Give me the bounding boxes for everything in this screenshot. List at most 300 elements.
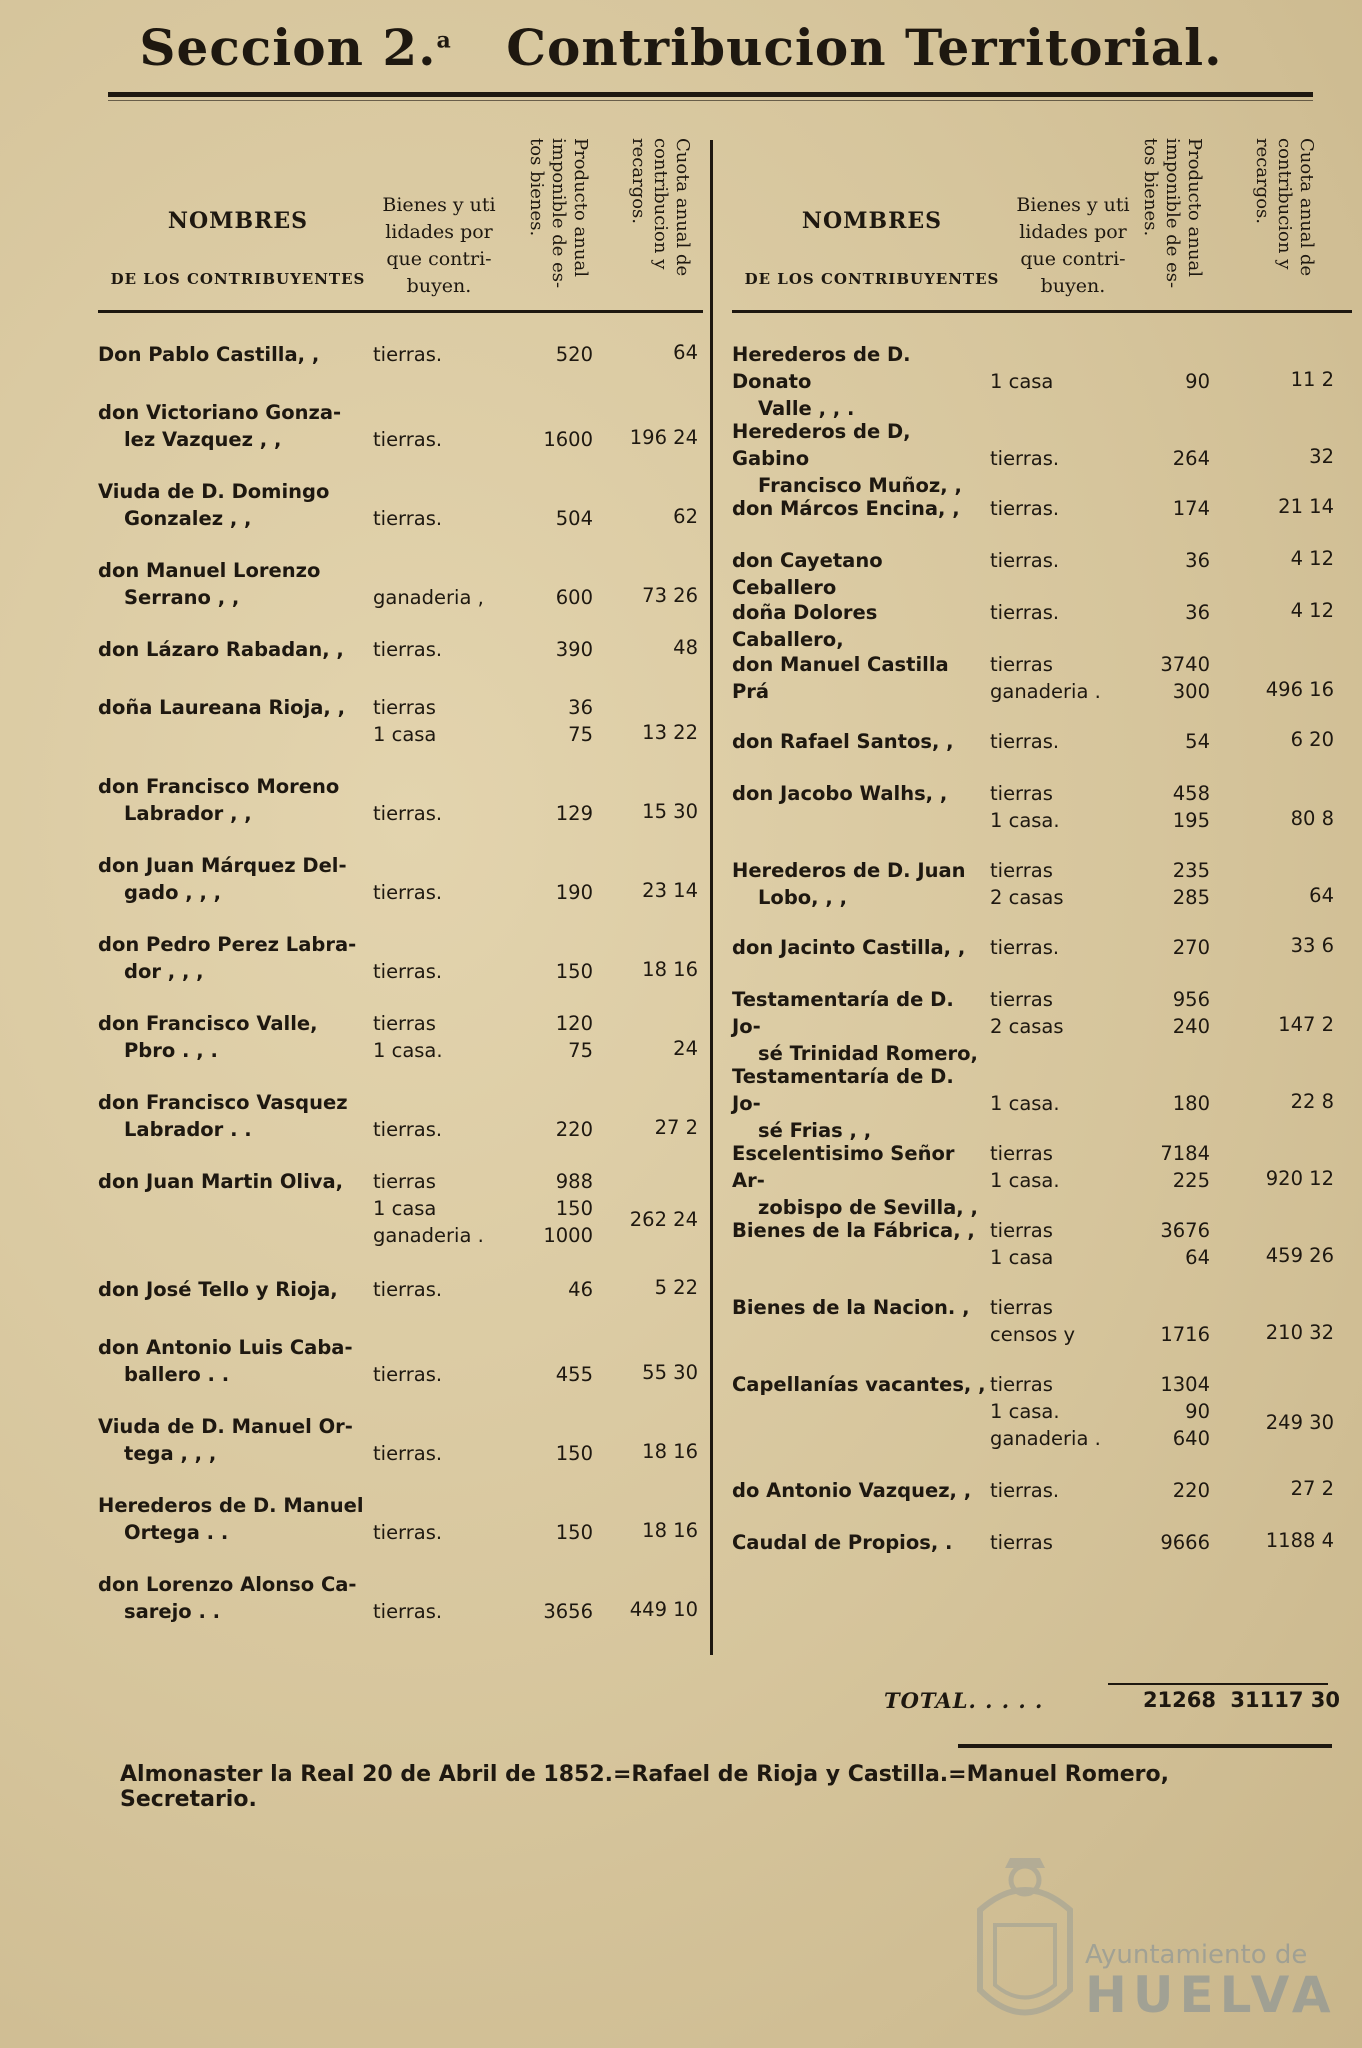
- cuota-value: 73 26: [642, 583, 698, 607]
- header-cuota: Cuota anual de contribucion y recargos.: [628, 138, 693, 277]
- producto-values: [493, 879, 593, 906]
- producto-values: [1102, 728, 1210, 755]
- producto-value: 235: [1172, 859, 1210, 882]
- producto-values: [493, 584, 593, 611]
- cuota-value: 11 2: [1290, 367, 1334, 391]
- producto-values: [1102, 651, 1210, 705]
- contributor-name: [98, 1168, 373, 1195]
- property-items: [373, 879, 493, 906]
- property-item: tierras.: [373, 638, 443, 661]
- producto-values: [493, 426, 593, 453]
- name-line: don Manuel Lorenzo: [98, 559, 321, 582]
- contributor-name: [732, 1371, 987, 1398]
- table-row: [98, 1571, 703, 1650]
- producto-values: [493, 1116, 593, 1143]
- property-item: ganaderia .: [373, 1224, 484, 1247]
- name-line: Labrador , ,: [124, 802, 252, 825]
- name-line: sé Frias , ,: [758, 1119, 872, 1142]
- property-item: tierras: [990, 1219, 1053, 1242]
- cuota-value: 13 22: [642, 720, 698, 744]
- cuota-value: 496 16: [1265, 677, 1334, 701]
- producto-value: 1000: [543, 1224, 593, 1247]
- header-contribuyentes: DE LOS CONTRIBUYENTES: [110, 270, 366, 288]
- cuota-value: 18 16: [642, 957, 698, 981]
- property-items: [373, 1116, 493, 1143]
- property-items: [373, 1598, 493, 1625]
- name-line: Viuda de D. Domingo: [98, 480, 330, 503]
- property-item: tierras: [990, 1142, 1053, 1165]
- producto-value: 504: [555, 507, 593, 530]
- producto-values: [1102, 1321, 1210, 1348]
- watermark-logo: Ayuntamiento de HUELVA: [1085, 1940, 1337, 2024]
- name-line: don Victoriano Gonza-: [98, 401, 342, 424]
- name-line: doña Laureana Rioja, ,: [98, 696, 346, 719]
- page-title: [0, 18, 1362, 77]
- table-row: [732, 986, 1352, 1063]
- property-items: [373, 958, 493, 985]
- property-item: 2 casas: [990, 1015, 1064, 1038]
- table-row: [732, 599, 1352, 651]
- cuota-value: 55 30: [642, 1360, 698, 1384]
- left-column: [98, 120, 703, 1650]
- header-cuota: Cuota anual de contribucion y recargos.: [1252, 138, 1317, 277]
- property-item: 1 casa.: [990, 1400, 1060, 1423]
- producto-values: [1102, 368, 1210, 395]
- property-item: tierras.: [373, 960, 443, 983]
- name-line: don Juan Martin Oliva,: [98, 1170, 344, 1193]
- producto-value: 36: [1185, 549, 1210, 572]
- cuota-value: 22 8: [1290, 1089, 1334, 1113]
- producto-value: 75: [568, 1039, 593, 1062]
- name-line: gado , , ,: [124, 881, 222, 904]
- producto-value: 520: [555, 343, 593, 366]
- producto-value: 1304: [1160, 1373, 1210, 1396]
- name-line: don Juan Márquez Del-: [98, 854, 347, 877]
- total-label: TOTAL. . . . .: [884, 1688, 1044, 1713]
- property-items: [373, 694, 493, 748]
- contributor-name: [732, 986, 987, 1067]
- cuota-value: 147 2: [1278, 1012, 1334, 1036]
- contributor-name: [98, 1276, 373, 1303]
- name-line: don Jacobo Walhs, ,: [732, 782, 948, 805]
- producto-values: [1102, 1477, 1210, 1504]
- producto-value: 190: [555, 881, 593, 904]
- cuota-value: 33 6: [1290, 934, 1334, 957]
- contributor-name: [98, 557, 373, 611]
- cuota-value: 64: [673, 341, 698, 364]
- property-item: tierras.: [373, 1442, 443, 1465]
- property-item: tierras.: [990, 1479, 1060, 1502]
- property-item: tierras: [990, 859, 1053, 882]
- header-nombres: NOMBRES: [167, 208, 309, 234]
- producto-values: [1102, 1371, 1210, 1452]
- contributor-name: [98, 478, 373, 532]
- producto-value: 195: [1172, 809, 1210, 832]
- name-line: don Pedro Perez Labra-: [98, 933, 357, 956]
- producto-values: [1102, 780, 1210, 834]
- cuota-value: 249 30: [1265, 1411, 1334, 1434]
- property-items: [990, 599, 1102, 626]
- property-item: 1 casa.: [990, 1092, 1060, 1115]
- property-item: tierras.: [373, 881, 443, 904]
- name-line: do Antonio Vazquez, ,: [732, 1479, 972, 1502]
- producto-value: 1600: [543, 428, 593, 451]
- contributor-name: [98, 852, 373, 906]
- table-row: [732, 547, 1352, 599]
- table-row: [732, 1529, 1352, 1581]
- header-producto: Producto anual imponible de es- tos bienes.: [1140, 138, 1205, 289]
- name-line: don Francisco Vasquez: [98, 1091, 348, 1114]
- cuota-value: 1188 4: [1265, 1529, 1334, 1552]
- cuota-value: 62: [673, 504, 698, 528]
- property-items: [990, 728, 1102, 755]
- property-items: [990, 857, 1102, 911]
- table-row: [98, 399, 703, 478]
- property-item: 1 casa: [373, 1197, 437, 1220]
- table-row: [732, 341, 1352, 418]
- contributor-name: [732, 1140, 987, 1221]
- producto-value: 120: [555, 1012, 593, 1035]
- property-item: tierras: [990, 1373, 1053, 1396]
- cuota-value: 262 24: [629, 1208, 698, 1231]
- producto-value: 225: [1172, 1169, 1210, 1192]
- property-item: 1 casa: [990, 1246, 1054, 1269]
- property-item: 1 casa.: [990, 809, 1060, 832]
- name-line: Viuda de D. Manuel Or-: [98, 1415, 353, 1438]
- property-item: tierras.: [373, 1278, 443, 1301]
- table-row: [98, 1413, 703, 1492]
- cuota-value: 18 16: [642, 1518, 698, 1542]
- table-row: [98, 1276, 703, 1334]
- property-items: [990, 495, 1102, 522]
- property-item: tierras.: [990, 497, 1060, 520]
- name-line: sarejo . .: [124, 1600, 221, 1623]
- property-items: [990, 1140, 1102, 1194]
- producto-value: 3656: [543, 1600, 593, 1623]
- property-items: [990, 986, 1102, 1040]
- name-line: Don Pablo Castilla, ,: [98, 343, 320, 366]
- producto-values: [493, 1361, 593, 1388]
- header-producto: Producto anual imponible de es- tos bienes.: [526, 138, 591, 289]
- contributor-name: [732, 341, 987, 422]
- table-row: [732, 1371, 1352, 1477]
- name-line: don Francisco Moreno: [98, 775, 340, 798]
- cuota-value: 48: [673, 636, 698, 659]
- producto-value: 46: [568, 1278, 593, 1301]
- header-bienes: Bienes y uti lidades por que contri- buyen.: [1016, 194, 1130, 297]
- property-item: 1 casa.: [373, 1039, 443, 1062]
- contributor-name: [732, 1529, 987, 1556]
- cuota-value: 15 30: [642, 799, 698, 823]
- property-items: [990, 651, 1102, 705]
- property-item: tierras.: [990, 447, 1060, 470]
- producto-values: [493, 958, 593, 985]
- producto-values: [1102, 1529, 1210, 1556]
- table-row: [732, 728, 1352, 780]
- name-line: don José Tello y Rioja,: [98, 1278, 338, 1301]
- name-line: sé Trinidad Romero,: [758, 1042, 978, 1065]
- producto-value: 36: [568, 696, 593, 719]
- name-line: don Cayetano Ceballero: [732, 549, 883, 599]
- table-row: [732, 651, 1352, 728]
- table-row: [98, 852, 703, 931]
- producto-value: 3740: [1160, 653, 1210, 676]
- producto-values: [493, 1276, 593, 1303]
- name-line: Testamentaría de D. Jo-: [732, 1065, 954, 1115]
- name-line: Bienes de la Nacion. ,: [732, 1296, 970, 1319]
- coat-of-arms-icon: [960, 1850, 1090, 2035]
- table-row: [98, 1492, 703, 1571]
- table-row: [98, 931, 703, 1010]
- property-item: 1 casa: [373, 723, 437, 746]
- producto-value: 270: [1172, 936, 1210, 959]
- property-items: [373, 505, 493, 532]
- name-line: don Lorenzo Alonso Ca-: [98, 1573, 357, 1596]
- property-items: [990, 445, 1102, 472]
- contributor-name: [732, 934, 987, 961]
- producto-value: 90: [1185, 1400, 1210, 1423]
- contributor-name: [98, 1571, 373, 1625]
- property-items: [373, 1519, 493, 1546]
- table-row: [732, 495, 1352, 547]
- section-title: Contribucion Territorial.: [506, 18, 1223, 77]
- table-row: [732, 780, 1352, 857]
- header-bienes: Bienes y uti lidades por que contri- buyen.: [382, 194, 496, 297]
- producto-value: 956: [1172, 988, 1210, 1011]
- producto-value: 36: [1185, 601, 1210, 624]
- property-items: [373, 1276, 493, 1303]
- header-contribuyentes: DE LOS CONTRIBUYENTES: [744, 270, 1000, 288]
- table-row: [98, 478, 703, 557]
- property-items: [373, 341, 493, 368]
- contributor-name: [98, 1010, 373, 1064]
- table-row: [732, 418, 1352, 495]
- property-item: tierras.: [373, 802, 443, 825]
- producto-value: 3676: [1160, 1219, 1210, 1242]
- cuota-value: 64: [1309, 883, 1334, 907]
- contributor-name: [732, 1217, 987, 1244]
- producto-value: 600: [555, 586, 593, 609]
- name-line: Herederos de D. Donato: [732, 343, 911, 393]
- producto-values: [493, 341, 593, 368]
- cuota-value: 459 26: [1265, 1243, 1334, 1267]
- cuota-value: 4 12: [1290, 599, 1334, 622]
- property-item: 1 casa.: [990, 1169, 1060, 1192]
- property-items: [990, 1529, 1102, 1556]
- property-items: [373, 636, 493, 663]
- name-line: Ortega . .: [124, 1521, 229, 1544]
- header-rule: [108, 92, 1313, 97]
- cuota-value: 18 16: [642, 1439, 698, 1463]
- cuota-value: 920 12: [1265, 1166, 1334, 1190]
- name-line: Capellanías vacantes, ,: [732, 1373, 986, 1396]
- producto-value: 75: [568, 723, 593, 746]
- name-line: don Manuel Castilla Prá: [732, 653, 949, 703]
- table-row: [98, 1010, 703, 1089]
- property-item: tierras: [990, 782, 1053, 805]
- producto-values: [493, 1519, 593, 1546]
- property-item: 1 casa: [990, 370, 1054, 393]
- name-line: doña Dolores Caballero,: [732, 601, 878, 651]
- property-item: tierras: [990, 988, 1053, 1011]
- cuota-value: 80 8: [1290, 806, 1334, 830]
- cuota-value: 24: [673, 1036, 698, 1060]
- table-row: [98, 1089, 703, 1168]
- producto-values: [1102, 1140, 1210, 1194]
- contributor-name: [732, 495, 987, 522]
- table-row: [98, 694, 703, 773]
- name-line: Serrano , ,: [124, 586, 240, 609]
- cuota-value: 32: [1309, 444, 1334, 468]
- producto-value: 264: [1172, 447, 1210, 470]
- contributor-name: [98, 399, 373, 453]
- producto-values: [1102, 857, 1210, 911]
- table-row: [98, 1334, 703, 1413]
- property-items: [373, 800, 493, 827]
- property-item: tierras.: [373, 1521, 443, 1544]
- producto-value: 988: [555, 1170, 593, 1193]
- property-items: [990, 1090, 1102, 1117]
- producto-value: 455: [555, 1363, 593, 1386]
- contributor-name: [732, 599, 987, 653]
- producto-value: 90: [1185, 370, 1210, 393]
- bottom-rule: [958, 1744, 1332, 1748]
- table-row: [732, 1217, 1352, 1294]
- producto-value: 174: [1172, 497, 1210, 520]
- cuota-value: 21 14: [1278, 495, 1334, 518]
- producto-values: [493, 636, 593, 663]
- contributor-name: [732, 1477, 987, 1504]
- name-line: zobispo de Sevilla, ,: [758, 1196, 978, 1219]
- property-items: [373, 584, 493, 611]
- producto-values: [493, 1010, 593, 1064]
- table-row: [732, 1140, 1352, 1217]
- contributor-name: [98, 773, 373, 827]
- total-value: 21268: [1142, 1688, 1216, 1712]
- property-items: [990, 934, 1102, 961]
- cuota-value: 27 2: [1290, 1477, 1334, 1500]
- producto-values: [1102, 495, 1210, 522]
- contributor-name: [732, 651, 987, 705]
- contributor-name: [98, 1334, 373, 1388]
- name-line: Francisco Muñoz, ,: [758, 474, 962, 497]
- property-items: [990, 780, 1102, 834]
- name-line: Labrador . .: [124, 1118, 252, 1141]
- producto-values: [1102, 934, 1210, 961]
- name-line: don Jacinto Castilla, ,: [732, 936, 966, 959]
- name-line: Lobo, , ,: [758, 886, 847, 909]
- property-items: [990, 1371, 1102, 1452]
- table-row: [98, 557, 703, 636]
- contributor-name: [732, 547, 987, 601]
- producto-value: 220: [555, 1118, 593, 1141]
- name-line: ballero . .: [124, 1363, 230, 1386]
- name-line: Pbro . , .: [124, 1039, 218, 1062]
- producto-value: 240: [1172, 1015, 1210, 1038]
- contributor-name: [732, 1063, 987, 1144]
- property-item: ganaderia .: [990, 1427, 1101, 1450]
- section-label: Seccion 2.$^a$: [139, 18, 452, 77]
- property-item: tierras.: [990, 549, 1060, 572]
- property-item: ganaderia ,: [373, 586, 484, 609]
- name-line: don Rafael Santos, ,: [732, 730, 954, 753]
- table-row: [98, 773, 703, 852]
- contributor-name: [98, 694, 373, 721]
- table-header: [98, 120, 703, 313]
- table-header: [732, 120, 1352, 313]
- total-rule: [1108, 1683, 1328, 1685]
- name-line: don Francisco Valle,: [98, 1012, 318, 1035]
- cuota-value: 196 24: [629, 425, 698, 449]
- property-item: tierras.: [990, 936, 1060, 959]
- contributor-name: [98, 636, 373, 663]
- producto-value: 150: [555, 1442, 593, 1465]
- contributor-name: [98, 1089, 373, 1143]
- producto-values: [1102, 547, 1210, 574]
- contributor-name: [732, 418, 987, 499]
- property-item: tierras: [990, 1296, 1053, 1319]
- table-row: [732, 1294, 1352, 1371]
- property-item: ganaderia .: [990, 680, 1101, 703]
- right-column: [732, 120, 1352, 1581]
- table-row: [98, 341, 703, 399]
- producto-values: [493, 1598, 593, 1625]
- name-line: don Lázaro Rabadan, ,: [98, 638, 344, 661]
- producto-value: 220: [1172, 1479, 1210, 1502]
- name-line: Escelentisimo Señor Ar-: [732, 1142, 955, 1192]
- contributor-name: [98, 341, 373, 368]
- producto-values: [1102, 1217, 1210, 1271]
- property-items: [373, 1010, 493, 1064]
- property-item: tierras.: [373, 1600, 443, 1623]
- producto-value: 54: [1185, 730, 1210, 753]
- producto-values: [1102, 986, 1210, 1040]
- contributor-name: [732, 780, 987, 807]
- producto-values: [1102, 445, 1210, 472]
- table-row: [98, 1168, 703, 1276]
- property-item: tierras: [373, 696, 436, 719]
- name-line: don Márcos Encina, ,: [732, 497, 960, 520]
- table-row: [732, 1477, 1352, 1529]
- producto-value: 7184: [1160, 1142, 1210, 1165]
- property-item: censos y: [990, 1323, 1076, 1346]
- total-cuota: 31117 30: [1230, 1688, 1340, 1712]
- producto-values: [1102, 599, 1210, 626]
- producto-value: 180: [1172, 1092, 1210, 1115]
- table-row: [732, 1063, 1352, 1140]
- producto-value: 458: [1172, 782, 1210, 805]
- cuota-value: 449 10: [629, 1597, 698, 1621]
- property-item: tierras.: [990, 601, 1060, 624]
- name-line: Herederos de D, Gabino: [732, 420, 911, 470]
- contributor-name: [732, 857, 987, 911]
- table-row: [732, 857, 1352, 934]
- table-row: [732, 934, 1352, 986]
- contributor-name: [98, 1413, 373, 1467]
- cuota-value: 4 12: [1290, 547, 1334, 570]
- producto-values: [493, 694, 593, 748]
- producto-value: 640: [1172, 1427, 1210, 1450]
- right-rows: [732, 341, 1352, 1581]
- producto-values: [493, 1168, 593, 1249]
- property-items: [990, 1294, 1102, 1348]
- property-items: [990, 1217, 1102, 1271]
- property-item: tierras.: [373, 428, 443, 451]
- header-rule-thin: [108, 100, 1313, 101]
- left-rows: [98, 341, 703, 1650]
- name-line: Herederos de D. Manuel: [98, 1494, 364, 1517]
- producto-value: 9666: [1160, 1531, 1210, 1554]
